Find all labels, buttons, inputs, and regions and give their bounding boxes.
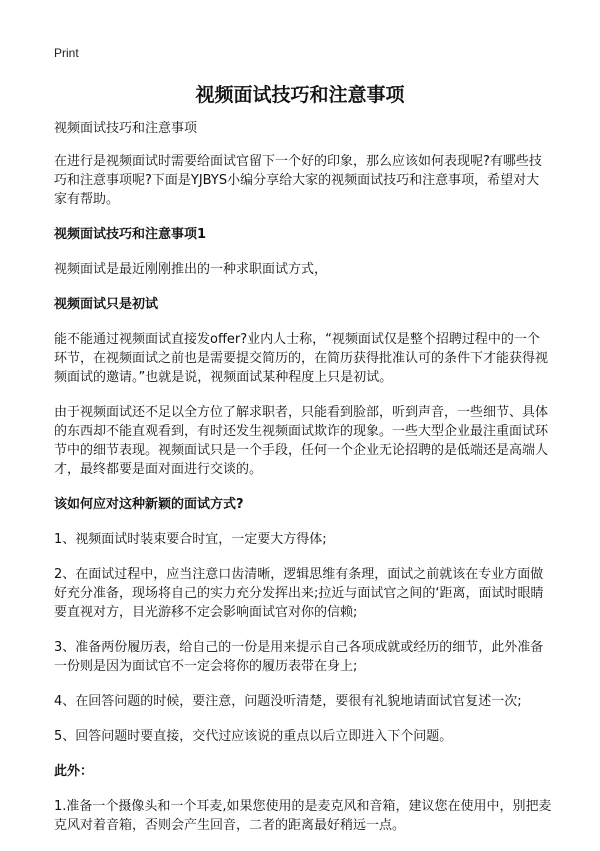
- print-link[interactable]: Print: [54, 46, 79, 60]
- tip-item-4: 4、在回答问题的时候，要注意，问题没听清楚，要很有礼貌地请面试官复述一次;: [54, 694, 522, 709]
- section-heading-2: 视频面试只是初试: [54, 297, 159, 312]
- section1-paragraph: 视频面试是最近刚刚推出的一种求职面试方式，: [54, 262, 328, 277]
- article-body: [54, 119, 552, 851]
- extra-paragraph: 1.准备一个摄像头和一个耳麦,如果您使用的是麦克风和音箱，建议您在使用中，别把麦克风对着音箱，否则会产生回音，二者的距离最好稍远一点。: [54, 799, 552, 833]
- intro-paragraph: 在进行是视频面试时需要给面试官留下一个好的印象，那么应该如何表现呢?有哪些技巧和注意事项呢?下面是YJBYS小编分享给大家的视频面试技巧和注意事项，希望对大家有帮助。: [54, 154, 542, 207]
- tip-item-1: 1、视频面试时装束要合时宜，一定要大方得体;: [54, 532, 327, 547]
- section2-paragraph-2: 由于视频面试还不足以全方位了解求职者，只能看到脸部，听到声音，一些细节、具体的东西却不能直观看到，有时还发生视频面试欺诈的现象。一些大型企业最注重面试环节中的细节表现。视频面试只是一个手段，任何一个企业无论招聘的是低端还是高端人才，最终都要是面对面进行交谈的。: [54, 405, 549, 477]
- tip-item-3: 3、准备两份履历表，给自己的一份是用来提示自己各项成就或经历的细节，此外准备一份则是因为面试官不一定会将你的履历表带在身上;: [54, 640, 544, 674]
- section2-paragraph-1: 能不能通过视频面试直接发offer?业内人士称，“视频面试仅是整个招聘过程中的一个环节，在视频面试之前也是需要提交简历的，在简历获得批准认可的条件下才能获得视频面试的邀请。”也就是说，视频面试某种程度上只是初试。: [54, 332, 549, 385]
- page-title: 视频面试技巧和注意事项: [195, 84, 405, 106]
- tip-item-5: 5、回答问题时要直接，交代过应该说的重点以后立即进入下个问题。: [54, 729, 453, 744]
- tip-item-2: 2、在面试过程中，应当注意口齿清晰，逻辑思维有条理，面试之前就该在专业方面做好充分准备，现场将自己的实力充分发挥出来;拉近与面试官之间的‘距离，面试时眼睛要直视对方，目光游移不定会影响面试官对你的信赖;: [54, 567, 544, 620]
- article-subtitle: 视频面试技巧和注意事项: [54, 121, 198, 136]
- section-heading-1: 视频面试技巧和注意事项1: [54, 227, 207, 242]
- section-heading-4: 此外：: [54, 764, 94, 779]
- section-heading-3: 该如何应对这种新颖的面试方式?: [54, 497, 244, 512]
